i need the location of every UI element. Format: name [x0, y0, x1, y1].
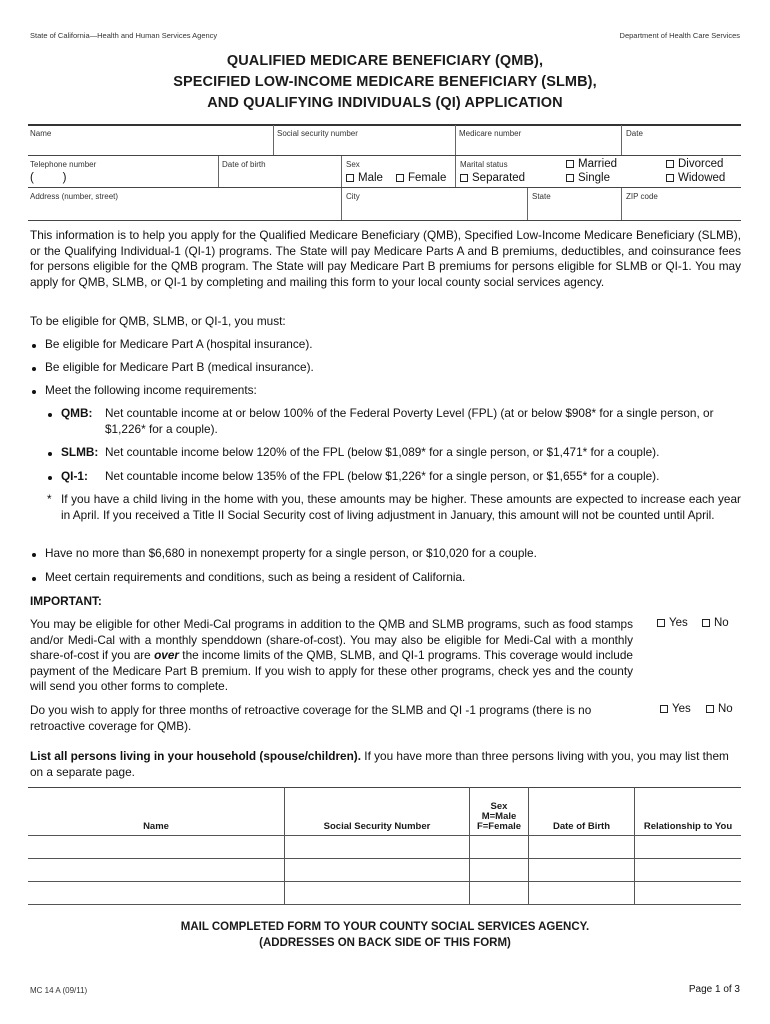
divider	[455, 125, 456, 155]
bullet-dot	[32, 553, 36, 557]
other-programs-text-a: You may be eligible for other Medi-Cal programs in addition to the QMB and SLMB programs, such as food stamps and/or Medi-Cal with a monthly spenddown (share-of-cost). You may also be eligible for Medi-Cal with a monthly share-of-cost if you are	[30, 617, 633, 663]
sex-female-option[interactable]	[396, 172, 446, 184]
table-row[interactable]	[28, 882, 741, 905]
other-programs-yes[interactable]	[657, 617, 688, 629]
table-cell[interactable]	[635, 859, 742, 882]
separated-label: Separated	[472, 172, 526, 184]
table-cell[interactable]	[470, 859, 529, 882]
divorced-label: Divorced	[678, 158, 724, 170]
medicare-number-field[interactable]: Medicare number	[459, 129, 522, 138]
retroactive-no[interactable]	[706, 703, 733, 715]
male-label: Male	[358, 172, 383, 184]
no-checkbox[interactable]	[702, 619, 710, 627]
marital-married-option[interactable]	[566, 158, 617, 170]
table-cell[interactable]	[470, 836, 529, 859]
bullet-dot	[48, 452, 52, 456]
eligibility-item-part-b: Be eligible for Medicare Part B (medical insurance).	[45, 360, 314, 374]
table-cell[interactable]	[470, 882, 529, 905]
bullet-dot	[32, 577, 36, 581]
telephone-field[interactable]: Telephone number	[30, 160, 97, 169]
page-number: Page 1 of 3	[688, 984, 740, 995]
form-rule-2	[28, 155, 741, 156]
female-checkbox[interactable]	[396, 174, 404, 182]
dob-field[interactable]: Date of birth	[222, 160, 266, 169]
eligibility-item-residency: Meet certain requirements and conditions, such as being a resident of California.	[45, 570, 466, 584]
table-row[interactable]	[28, 859, 741, 882]
eligibility-item-property: Have no more than $6,680 in nonexempt property for a single person, or $10,020 for a couple.	[45, 546, 537, 560]
marital-divorced-option[interactable]	[666, 158, 723, 170]
title-line-3: AND QUALIFYING INDIVIDUALS (QI) APPLICATION	[207, 95, 563, 111]
widowed-checkbox[interactable]	[666, 174, 674, 182]
col-dob: Date of Birth	[529, 788, 635, 836]
marital-separated-option[interactable]	[460, 172, 525, 184]
divider	[527, 188, 528, 220]
table-cell[interactable]	[28, 836, 285, 859]
divider	[218, 156, 219, 187]
married-checkbox[interactable]	[566, 160, 574, 168]
title-line-1: QUALIFIED MEDICARE BENEFICIARY (QMB),	[226, 53, 544, 69]
sex-male-option[interactable]	[346, 172, 383, 184]
title-line-2: SPECIFIED LOW-INCOME MEDICARE BENEFICIARY (SLMB),	[173, 74, 597, 90]
col-sex-line-1: Sex	[490, 801, 508, 812]
col-sex	[470, 788, 529, 836]
state-field[interactable]: State	[532, 192, 551, 201]
household-header-row	[28, 788, 741, 836]
no-label: No	[718, 703, 733, 715]
name-field[interactable]: Name	[30, 129, 52, 138]
widowed-label: Widowed	[678, 172, 726, 184]
mail-line-1: MAIL COMPLETED FORM TO YOUR COUNTY SOCIAL SERVICES AGENCY.	[180, 921, 590, 933]
divorced-checkbox[interactable]	[666, 160, 674, 168]
form-top-rule	[28, 124, 741, 126]
marital-status-label: Marital status	[460, 160, 508, 169]
bullet-dot	[32, 344, 36, 348]
single-checkbox[interactable]	[566, 174, 574, 182]
table-cell[interactable]	[529, 882, 635, 905]
household-table	[28, 787, 741, 905]
retroactive-question: Do you wish to apply for three months of retroactive coverage for the SLMB and QI -1 programs (there is no retroactive coverage for QMB).	[30, 703, 592, 733]
table-cell[interactable]	[28, 882, 285, 905]
col-name: Name	[28, 788, 285, 836]
form-title	[0, 51, 770, 114]
divider	[621, 188, 622, 220]
table-cell[interactable]	[28, 859, 285, 882]
bullet-dot	[48, 413, 52, 417]
intro-paragraph: This information is to help you apply for the Qualified Medicare Beneficiary (QMB), Specified Low-Income Medicare Beneficiary (SLMB), or the Qualifying Individual-1 (QI-1) programs. The State will pay Medicare Parts A and B premiums, deductibles, and coinsurance fees for persons eligible for the QMB program. The State will pay Medicare Part B premiums for persons eligible for SLMB or QI-1. You may apply for QMB, SLMB, or QI-1 by completing and mailing this form to your local county social services agency.	[30, 228, 741, 289]
divider	[621, 125, 622, 155]
yes-checkbox[interactable]	[657, 619, 665, 627]
table-cell[interactable]	[285, 882, 470, 905]
yes-checkbox[interactable]	[660, 705, 668, 713]
divider	[273, 125, 274, 155]
mail-line-2: (ADDRESSES ON BACK SIDE OF THIS FORM)	[259, 937, 511, 949]
table-cell[interactable]	[529, 859, 635, 882]
col-relationship: Relationship to You	[635, 788, 742, 836]
ssn-field[interactable]: Social security number	[277, 129, 358, 138]
divider	[341, 188, 342, 220]
col-sex-line-2: M=Male	[481, 811, 517, 822]
table-cell[interactable]	[635, 836, 742, 859]
mail-instructions	[0, 919, 770, 951]
zip-field[interactable]: ZIP code	[626, 192, 658, 201]
table-cell[interactable]	[285, 836, 470, 859]
eligibility-item-income: Meet the following income requirements:	[45, 383, 257, 397]
slmb-income-text: Net countable income below 120% of the FPL (below $1,089* for a single person, or $1,471* for a couple).	[105, 445, 660, 459]
table-cell[interactable]	[529, 836, 635, 859]
city-field[interactable]: City	[346, 192, 360, 201]
single-label: Single	[578, 172, 610, 184]
household-lead-rest: If you have more than three persons living with you, you may list them on a separate page.	[30, 749, 729, 779]
table-cell[interactable]	[635, 882, 742, 905]
date-field[interactable]: Date	[626, 129, 643, 138]
agency-name: State of California—Health and Human Services Agency	[30, 31, 218, 40]
form-rule-3	[28, 187, 741, 188]
divider	[455, 156, 456, 187]
household-lead-bold: List all persons living in your household (spouse/children).	[30, 749, 362, 763]
other-programs-no[interactable]	[702, 617, 729, 629]
male-checkbox[interactable]	[346, 174, 354, 182]
no-label: No	[714, 617, 729, 629]
over-emphasis: over	[154, 648, 179, 663]
other-programs-paragraph	[30, 617, 633, 695]
divider	[341, 156, 342, 187]
yes-label: Yes	[672, 703, 691, 715]
qmb-label: QMB:	[61, 406, 93, 420]
eligibility-lead: To be eligible for QMB, SLMB, or QI-1, you must:	[30, 314, 286, 328]
department-name: Department of Health Care Services	[619, 31, 740, 40]
bullet-dot	[32, 390, 36, 394]
qi-income-text: Net countable income below 135% of the FPL (below $1,226* for a single person, or $1,655* for a couple).	[105, 469, 660, 483]
asterisk-mark: *	[47, 492, 52, 506]
table-cell[interactable]	[285, 859, 470, 882]
table-row[interactable]	[28, 836, 741, 859]
bullet-dot	[48, 476, 52, 480]
income-note: If you have a child living in the home with you, these amounts may be higher. These amounts are expected to increase each year in April. If you received a Title II Social Security cost of living adjustment in January, this amount will not be counted until April.	[61, 492, 741, 522]
separated-checkbox[interactable]	[460, 174, 468, 182]
bullet-dot	[32, 367, 36, 371]
address-field[interactable]: Address (number, street)	[30, 192, 119, 201]
married-label: Married	[578, 158, 617, 170]
col-sex-line-3: F=Female	[476, 821, 522, 832]
slmb-label: SLMB:	[61, 445, 99, 459]
form-bottom-rule	[28, 220, 741, 221]
household-instructions	[30, 749, 741, 780]
sex-label: Sex	[346, 160, 360, 169]
female-label: Female	[408, 172, 447, 184]
yes-label: Yes	[669, 617, 688, 629]
qi-label: QI-1:	[61, 469, 88, 483]
form-id: MC 14 A (09/11)	[30, 986, 88, 995]
phone-area-code: ( )	[30, 172, 67, 184]
retroactive-yes[interactable]	[660, 703, 691, 715]
marital-single-option[interactable]	[566, 172, 610, 184]
important-heading: IMPORTANT:	[30, 594, 102, 608]
col-ssn: Social Security Number	[285, 788, 470, 836]
eligibility-item-part-a: Be eligible for Medicare Part A (hospital insurance).	[45, 337, 313, 351]
other-programs-text-b: the income limits of the QMB, SLMB, and QI-1 programs. This coverage would include payment of the Medicare Part B premium. If you wish to apply for these other programs, check yes and the county will send you other forms to complete.	[30, 648, 633, 694]
no-checkbox[interactable]	[706, 705, 714, 713]
marital-widowed-option[interactable]	[666, 172, 725, 184]
qmb-income-text: Net countable income at or below 100% of the Federal Poverty Level (FPL) (at or below $908* for a single person, or $1,226* for a couple).	[105, 406, 714, 436]
